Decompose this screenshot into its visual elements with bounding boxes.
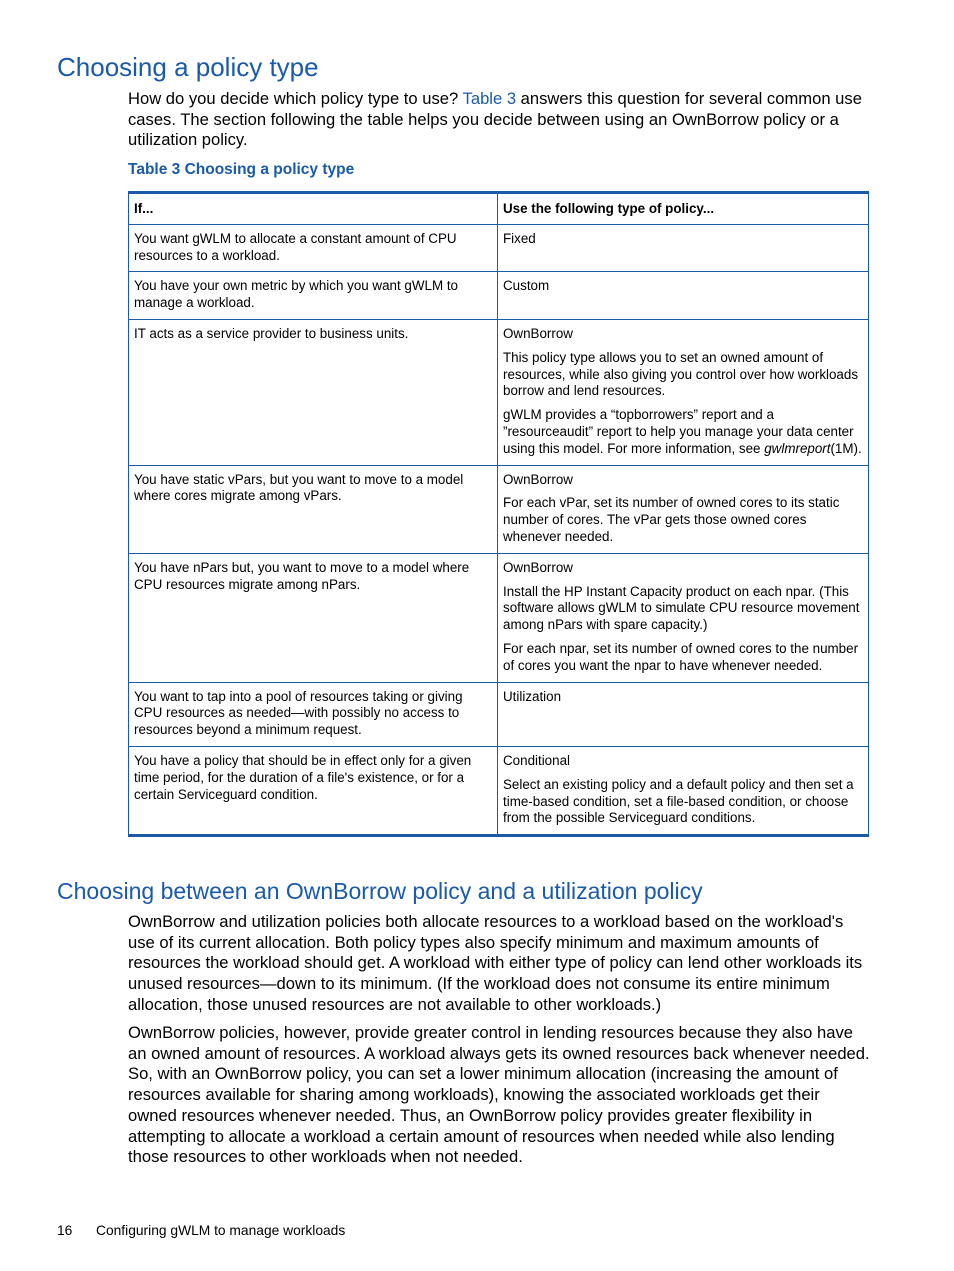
intro-text-after: answers this question for several common use cases. The section following the table helps you decide between using an OwnBorrow policy or a utilization policy. [128,89,862,150]
condition-cell [129,224,498,272]
table-row [129,272,869,320]
footer-chapter-title: Configuring gWLM to manage workloads [96,1223,346,1238]
condition-cell [129,319,498,465]
policy-name: Conditional [503,752,570,768]
policy-cell [498,272,869,320]
condition-cell [129,553,498,682]
condition-text: You want gWLM to allocate a constant amount of CPU resources to a workload. [134,230,457,263]
policy-detail: For each vPar, set its number of owned cores to its static number of cores. The vPar gets those owned cores whenever needed. [503,495,840,544]
policy-detail: Select an existing policy and a default policy and then set a time-based condition, set a file-based condition, or choose from the possible Serviceguard conditions. [503,776,854,826]
condition-text: You want to tap into a pool of resources taking or giving CPU resources as needed—with possibly no access to resources beyond a minimum request. [134,688,463,738]
header-policy-type: Use the following type of policy... [498,193,869,225]
manpage-section: (1M). [830,440,862,456]
policy-name: OwnBorrow [503,471,573,487]
table-3-link[interactable]: Table 3 [462,89,517,108]
subsection-title: Choosing between an OwnBorrow policy and a utilization policy [57,878,703,904]
table-row [129,224,869,272]
condition-cell [129,465,498,553]
policy-cell [498,746,869,835]
report-text: gWLM provides a “topborrowers” report and a ”resourceaudit” report to help you manage your data center using this model. For more information, see [503,407,854,456]
condition-text: You have nPars but, you want to move to a model where CPU resources migrate among nPars. [134,559,470,592]
page-title: Choosing a policy type [57,52,319,82]
table-row [129,746,869,835]
body-paragraph: OwnBorrow policies, however, provide greater control in lending resources because they also have an owned amount of resources. A workload always gets its owned resources back whenever needed. So, with an OwnBorrow policy, you can set a lower minimum allocation (increasing the amount of resources available for sharing among workloads), knowing the associated workloads get their owned resources whenever needed. Thus, an OwnBorrow policy provides greater flexibility in attempting to allocate a workload a certain amount of resources when needed while also lending those resources to other workloads when not needed. [128,1023,870,1167]
policy-detail-report [503,407,863,457]
policy-type-table [128,191,869,837]
policy-name: Fixed [503,230,536,246]
policy-cell [498,682,869,746]
table-header-row [129,193,869,225]
manpage-reference: gwlmreport [764,440,831,456]
condition-text: You have your own metric by which you want gWLM to manage a workload. [134,278,459,311]
table-row [129,319,869,465]
policy-detail: Install the HP Instant Capacity product on each npar. (This software allows gWLM to simulate CPU resource movement among nPars with spare capacity.) [503,583,860,633]
condition-cell [129,272,498,320]
policy-name: Utilization [503,688,562,704]
table-row [129,465,869,553]
policy-name: Custom [503,278,550,294]
policy-cell [498,553,869,682]
policy-name: OwnBorrow [503,325,573,341]
table-row [129,682,869,746]
intro-paragraph [128,89,870,151]
condition-text: You have a policy that should be in effect only for a given time period, for the duration of a file's existence, or for a certain Serviceguard condition. [134,752,472,802]
header-if: If... [129,193,498,225]
policy-detail: This policy type allows you to set an owned amount of resources, while also giving you control over how workloads borrow and lend resources. [503,349,859,399]
table-row [129,553,869,682]
condition-text: You have static vPars, but you want to move to a model where cores migrate among vPars. [134,471,464,504]
condition-cell [129,682,498,746]
policy-name: OwnBorrow [503,559,573,575]
policy-detail: For each npar, set its number of owned cores to the number of cores you want the npar to have whenever needed. [503,640,859,673]
policy-cell [498,319,869,465]
page-number: 16 [57,1223,73,1238]
policy-cell [498,465,869,553]
table-caption: Table 3 Choosing a policy type [128,161,355,178]
body-paragraph: OwnBorrow and utilization policies both allocate resources to a workload based on the workload's use of its current allocation. Both policy types also specify minimum and maximum amounts of resources the workload should get. A workload with either type of policy can lend other workloads its unused resources—down to its minimum. (If the workload does not consume its entire minimum allocation, those unused resources are not available to other workloads.) [128,912,863,1014]
intro-text-before: How do you decide which policy type to use? [128,89,463,108]
policy-cell [498,224,869,272]
condition-cell [129,746,498,835]
condition-text: IT acts as a service provider to business units. [134,325,409,341]
